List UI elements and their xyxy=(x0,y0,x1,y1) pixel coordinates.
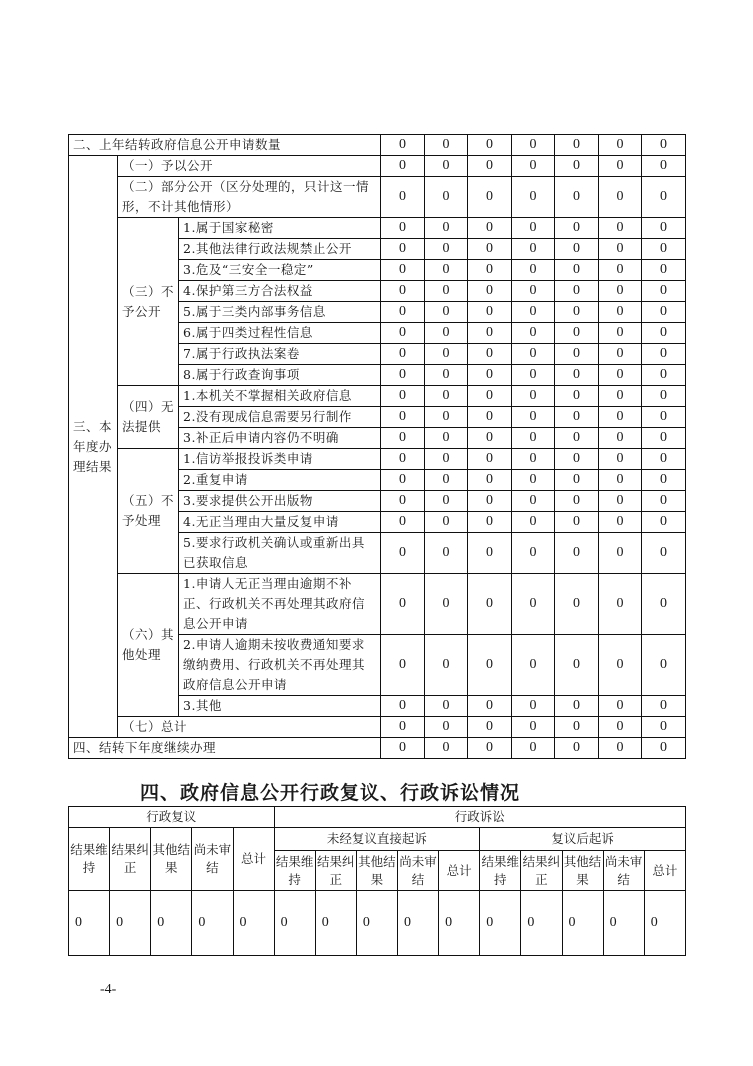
value-cell: 0 xyxy=(599,323,642,344)
value-cell: 0 xyxy=(381,323,425,344)
value-cell: 0 xyxy=(642,449,686,470)
value-cell: 0 xyxy=(512,717,555,738)
value-cell: 0 xyxy=(642,323,686,344)
value-cell: 0 xyxy=(468,260,512,281)
value-cell: 0 xyxy=(512,344,555,365)
value-cell: 0 xyxy=(425,177,468,218)
value-cell: 0 xyxy=(381,281,425,302)
value-cell: 0 xyxy=(381,574,425,635)
value-cell: 0 xyxy=(425,717,468,738)
value-cell: 0 xyxy=(468,574,512,635)
direct-sub-header: 其他结果 xyxy=(356,851,397,891)
value-cell: 0 xyxy=(381,512,425,533)
value-cell: 0 xyxy=(381,533,425,574)
value-cell: 0 xyxy=(425,696,468,717)
item-label: 7.属于行政执法案卷 xyxy=(179,344,381,365)
value-cell: 0 xyxy=(425,323,468,344)
value-cell: 0 xyxy=(425,738,468,759)
value-cell: 0 xyxy=(512,135,555,156)
direct-sub-header: 尚未审结 xyxy=(398,851,439,891)
value-cell: 0 xyxy=(642,135,686,156)
item-label: 2.申请人逾期未按收费通知要求缴纳费用、行政机关不再处理其政府信息公开申请 xyxy=(179,635,381,696)
value-cell: 0 xyxy=(555,323,599,344)
value-cell: 0 xyxy=(599,386,642,407)
direct-value: 0 xyxy=(356,891,397,956)
value-cell: 0 xyxy=(381,428,425,449)
item-label: 6.属于四类过程性信息 xyxy=(179,323,381,344)
item-label: 1.属于国家秘密 xyxy=(179,218,381,239)
value-cell: 0 xyxy=(468,696,512,717)
value-cell: 0 xyxy=(468,407,512,428)
value-cell: 0 xyxy=(381,344,425,365)
value-cell: 0 xyxy=(599,302,642,323)
value-cell: 0 xyxy=(512,365,555,386)
after-sub-header: 结果维持 xyxy=(480,851,521,891)
value-cell: 0 xyxy=(381,696,425,717)
value-cell: 0 xyxy=(555,177,599,218)
after-sub-header: 结果纠正 xyxy=(521,851,562,891)
direct-value: 0 xyxy=(274,891,315,956)
item-label: 4.无正当理由大量反复申请 xyxy=(179,512,381,533)
item-label: 1.本机关不掌握相关政府信息 xyxy=(179,386,381,407)
value-cell: 0 xyxy=(381,738,425,759)
table-row xyxy=(69,574,686,635)
value-cell: 0 xyxy=(555,470,599,491)
table-row xyxy=(69,135,686,156)
value-cell: 0 xyxy=(642,365,686,386)
value-cell: 0 xyxy=(642,302,686,323)
review-sub-header: 结果维持 xyxy=(69,828,110,891)
item-label: 4.保护第三方合法权益 xyxy=(179,281,381,302)
value-cell: 0 xyxy=(642,738,686,759)
row-label: 二、上年结转政府信息公开申请数量 xyxy=(69,135,381,156)
value-cell: 0 xyxy=(425,470,468,491)
value-cell: 0 xyxy=(381,302,425,323)
value-cell: 0 xyxy=(381,156,425,177)
group-label: （四）无法提供 xyxy=(118,386,179,449)
item-label: 2.重复申请 xyxy=(179,470,381,491)
value-cell: 0 xyxy=(425,281,468,302)
value-cell: 0 xyxy=(512,177,555,218)
value-cell: 0 xyxy=(642,428,686,449)
value-cell: 0 xyxy=(468,449,512,470)
value-cell: 0 xyxy=(468,177,512,218)
value-cell: 0 xyxy=(468,135,512,156)
value-cell: 0 xyxy=(468,533,512,574)
value-cell: 0 xyxy=(468,344,512,365)
value-cell: 0 xyxy=(512,470,555,491)
direct-value: 0 xyxy=(315,891,356,956)
value-cell: 0 xyxy=(599,491,642,512)
value-cell: 0 xyxy=(512,696,555,717)
value-cell: 0 xyxy=(555,696,599,717)
value-cell: 0 xyxy=(381,407,425,428)
row-label: （一）予以公开 xyxy=(118,156,381,177)
value-cell: 0 xyxy=(555,738,599,759)
table-row xyxy=(69,386,686,407)
value-cell: 0 xyxy=(425,218,468,239)
value-cell: 0 xyxy=(555,635,599,696)
value-cell: 0 xyxy=(555,512,599,533)
value-cell: 0 xyxy=(599,696,642,717)
value-cell: 0 xyxy=(512,323,555,344)
value-cell: 0 xyxy=(512,407,555,428)
value-cell: 0 xyxy=(599,135,642,156)
value-cell: 0 xyxy=(599,428,642,449)
direct-value: 0 xyxy=(398,891,439,956)
value-cell: 0 xyxy=(512,738,555,759)
item-label: 8.属于行政查询事项 xyxy=(179,365,381,386)
value-cell: 0 xyxy=(599,281,642,302)
value-cell: 0 xyxy=(512,218,555,239)
value-cell: 0 xyxy=(468,491,512,512)
after-review-header: 复议后起诉 xyxy=(480,828,686,851)
value-cell: 0 xyxy=(555,281,599,302)
value-cell: 0 xyxy=(642,386,686,407)
value-cell: 0 xyxy=(381,135,425,156)
table-row xyxy=(69,738,686,759)
direct-sub-header: 结果纠正 xyxy=(315,851,356,891)
value-cell: 0 xyxy=(642,156,686,177)
direct-sub-header: 结果维持 xyxy=(274,851,315,891)
value-cell: 0 xyxy=(468,156,512,177)
direct-sub-header: 总计 xyxy=(439,851,480,891)
after-sub-header: 其他结果 xyxy=(562,851,603,891)
value-cell: 0 xyxy=(425,344,468,365)
value-cell: 0 xyxy=(425,574,468,635)
litigation-header: 行政诉讼 xyxy=(274,807,685,828)
after-value: 0 xyxy=(644,891,685,956)
review-value: 0 xyxy=(151,891,192,956)
value-cell: 0 xyxy=(599,533,642,574)
value-cell: 0 xyxy=(425,407,468,428)
value-cell: 0 xyxy=(642,491,686,512)
after-value: 0 xyxy=(480,891,521,956)
value-cell: 0 xyxy=(381,491,425,512)
value-cell: 0 xyxy=(512,635,555,696)
section-title: 四、政府信息公开行政复议、行政诉讼情况 xyxy=(140,782,521,804)
after-sub-header: 总计 xyxy=(644,851,685,891)
value-cell: 0 xyxy=(381,449,425,470)
value-cell: 0 xyxy=(555,135,599,156)
group-label: （六）其他处理 xyxy=(118,574,179,717)
value-cell: 0 xyxy=(425,386,468,407)
value-cell: 0 xyxy=(425,449,468,470)
value-cell: 0 xyxy=(512,156,555,177)
value-cell: 0 xyxy=(642,407,686,428)
application-handling-table xyxy=(68,134,686,759)
value-cell: 0 xyxy=(642,239,686,260)
value-cell: 0 xyxy=(555,302,599,323)
value-cell: 0 xyxy=(599,218,642,239)
value-cell: 0 xyxy=(642,533,686,574)
value-cell: 0 xyxy=(512,512,555,533)
table-row xyxy=(69,449,686,470)
value-cell: 0 xyxy=(555,533,599,574)
review-sub-header: 结果纠正 xyxy=(110,828,151,891)
value-cell: 0 xyxy=(555,239,599,260)
value-cell: 0 xyxy=(642,574,686,635)
value-cell: 0 xyxy=(468,428,512,449)
review-litigation-table xyxy=(68,806,686,956)
review-value: 0 xyxy=(69,891,110,956)
value-cell: 0 xyxy=(512,428,555,449)
value-cell: 0 xyxy=(555,574,599,635)
value-cell: 0 xyxy=(512,260,555,281)
review-sub-header: 尚未审结 xyxy=(192,828,233,891)
value-cell: 0 xyxy=(512,491,555,512)
item-label: 1.信访举报投诉类申请 xyxy=(179,449,381,470)
review-sub-header: 其他结果 xyxy=(151,828,192,891)
value-cell: 0 xyxy=(468,738,512,759)
value-cell: 0 xyxy=(555,260,599,281)
after-value: 0 xyxy=(521,891,562,956)
table-row xyxy=(69,717,686,738)
review-value: 0 xyxy=(192,891,233,956)
value-cell: 0 xyxy=(425,512,468,533)
value-cell: 0 xyxy=(555,491,599,512)
item-label: 5.要求行政机关确认或重新出具已获取信息 xyxy=(179,533,381,574)
value-cell: 0 xyxy=(555,717,599,738)
value-cell: 0 xyxy=(381,717,425,738)
value-cell: 0 xyxy=(642,177,686,218)
value-cell: 0 xyxy=(425,260,468,281)
value-cell: 0 xyxy=(599,344,642,365)
value-cell: 0 xyxy=(555,407,599,428)
value-cell: 0 xyxy=(381,386,425,407)
value-cell: 0 xyxy=(599,635,642,696)
item-label: 2.其他法律行政法规禁止公开 xyxy=(179,239,381,260)
value-cell: 0 xyxy=(425,635,468,696)
group-label: （五）不予处理 xyxy=(118,449,179,574)
item-label: 3.其他 xyxy=(179,696,381,717)
value-cell: 0 xyxy=(381,218,425,239)
page-number: -4- xyxy=(100,982,117,997)
value-cell: 0 xyxy=(425,302,468,323)
table-row xyxy=(69,218,686,239)
value-cell: 0 xyxy=(381,239,425,260)
value-cell: 0 xyxy=(512,574,555,635)
value-cell: 0 xyxy=(381,470,425,491)
after-value: 0 xyxy=(562,891,603,956)
row-label: 四、结转下年度继续办理 xyxy=(69,738,381,759)
value-cell: 0 xyxy=(642,717,686,738)
table-row xyxy=(69,156,686,177)
value-cell: 0 xyxy=(381,260,425,281)
table-row xyxy=(69,177,686,218)
value-cell: 0 xyxy=(555,156,599,177)
value-cell: 0 xyxy=(599,449,642,470)
value-cell: 0 xyxy=(381,177,425,218)
value-cell: 0 xyxy=(381,365,425,386)
value-cell: 0 xyxy=(599,239,642,260)
item-label: 1.申请人无正当理由逾期不补正、行政机关不再处理其政府信息公开申请 xyxy=(179,574,381,635)
value-cell: 0 xyxy=(512,533,555,574)
after-value: 0 xyxy=(603,891,644,956)
value-cell: 0 xyxy=(468,281,512,302)
value-cell: 0 xyxy=(468,365,512,386)
value-cell: 0 xyxy=(468,302,512,323)
value-cell: 0 xyxy=(599,512,642,533)
value-cell: 0 xyxy=(468,512,512,533)
direct-value: 0 xyxy=(439,891,480,956)
section-label: 三、本年度办理结果 xyxy=(69,156,118,738)
value-cell: 0 xyxy=(512,386,555,407)
review-value: 0 xyxy=(233,891,274,956)
item-label: 5.属于三类内部事务信息 xyxy=(179,302,381,323)
value-cell: 0 xyxy=(642,470,686,491)
value-cell: 0 xyxy=(425,365,468,386)
value-cell: 0 xyxy=(642,344,686,365)
value-cell: 0 xyxy=(642,635,686,696)
value-cell: 0 xyxy=(599,574,642,635)
review-sub-header: 总计 xyxy=(233,828,274,891)
value-cell: 0 xyxy=(512,239,555,260)
row-label: （二）部分公开（区分处理的，只计这一情形，不计其他情形） xyxy=(118,177,381,218)
value-cell: 0 xyxy=(468,635,512,696)
value-cell: 0 xyxy=(642,260,686,281)
after-sub-header: 尚未审结 xyxy=(603,851,644,891)
value-cell: 0 xyxy=(599,738,642,759)
value-cell: 0 xyxy=(425,239,468,260)
value-cell: 0 xyxy=(599,177,642,218)
value-cell: 0 xyxy=(642,512,686,533)
value-cell: 0 xyxy=(555,428,599,449)
item-label: 3.危及“三安全一稳定” xyxy=(179,260,381,281)
value-cell: 0 xyxy=(599,260,642,281)
value-cell: 0 xyxy=(555,218,599,239)
value-cell: 0 xyxy=(468,239,512,260)
review-value: 0 xyxy=(110,891,151,956)
value-cell: 0 xyxy=(381,635,425,696)
value-cell: 0 xyxy=(468,323,512,344)
value-cell: 0 xyxy=(468,386,512,407)
value-cell: 0 xyxy=(555,344,599,365)
value-cell: 0 xyxy=(599,365,642,386)
value-cell: 0 xyxy=(642,696,686,717)
value-cell: 0 xyxy=(425,428,468,449)
row-label: （七）总计 xyxy=(118,717,381,738)
value-cell: 0 xyxy=(642,281,686,302)
value-cell: 0 xyxy=(425,135,468,156)
value-cell: 0 xyxy=(425,533,468,574)
value-cell: 0 xyxy=(555,365,599,386)
value-cell: 0 xyxy=(512,302,555,323)
value-cell: 0 xyxy=(468,218,512,239)
group-label: （三）不予公开 xyxy=(118,218,179,386)
value-cell: 0 xyxy=(642,218,686,239)
value-cell: 0 xyxy=(425,156,468,177)
item-label: 2.没有现成信息需要另行制作 xyxy=(179,407,381,428)
direct-suit-header: 未经复议直接起诉 xyxy=(274,828,480,851)
value-cell: 0 xyxy=(599,407,642,428)
value-cell: 0 xyxy=(599,156,642,177)
value-cell: 0 xyxy=(555,386,599,407)
value-cell: 0 xyxy=(468,470,512,491)
value-cell: 0 xyxy=(468,717,512,738)
review-header: 行政复议 xyxy=(69,807,275,828)
value-cell: 0 xyxy=(425,491,468,512)
value-cell: 0 xyxy=(512,281,555,302)
value-cell: 0 xyxy=(599,717,642,738)
value-cell: 0 xyxy=(512,449,555,470)
value-cell: 0 xyxy=(599,470,642,491)
item-label: 3.补正后申请内容仍不明确 xyxy=(179,428,381,449)
value-cell: 0 xyxy=(555,449,599,470)
item-label: 3.要求提供公开出版物 xyxy=(179,491,381,512)
